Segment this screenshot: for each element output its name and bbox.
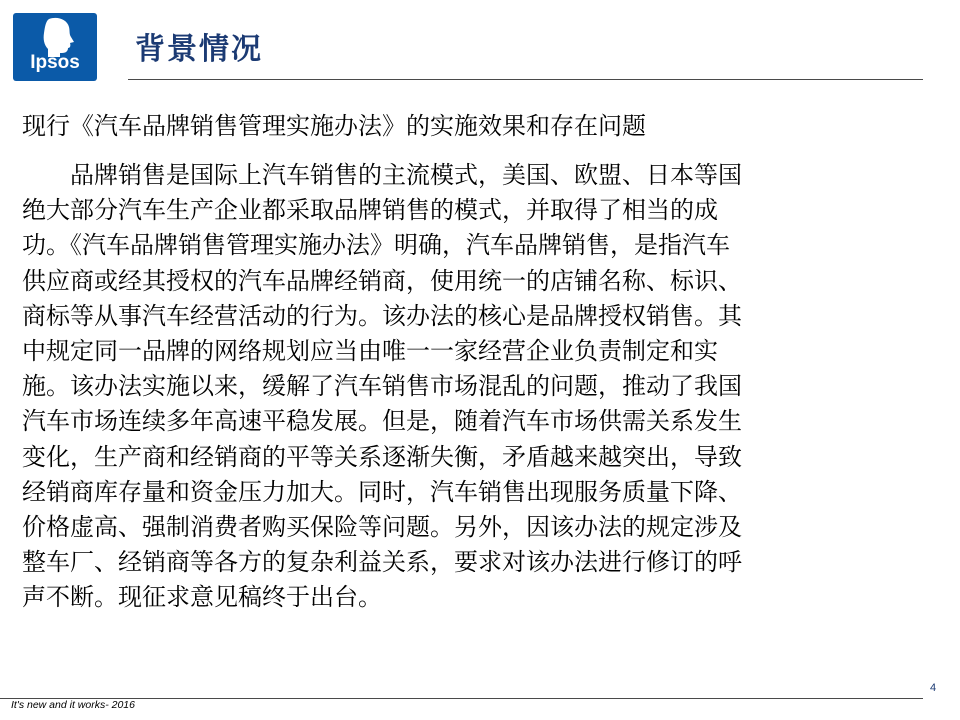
section-subtitle: 现行《汽车品牌销售管理实施办法》的实施效果和存在问题 (22, 112, 646, 140)
body-line: 价格虚高、强制消费者购买保险等问题。另外，因该办法的规定涉及 (22, 512, 742, 541)
footer-tagline: It's new and it works- 2016 (11, 699, 135, 711)
footer-divider (0, 698, 923, 699)
page-title: 背景情况 (135, 32, 263, 67)
body-line: 施。该办法实施以来，缓解了汽车销售市场混乱的问题，推动了我国 (22, 372, 742, 401)
body-line: 品牌销售是国际上汽车销售的主流模式，美国、欧盟、日本等国 (22, 161, 742, 189)
body-paragraph (22, 158, 912, 615)
body-line: 中规定同一品牌的网络规划应当由唯一一家经营企业负责制定和实 (22, 336, 718, 365)
body-line: 声不断。现征求意见稿终于出台。 (22, 583, 382, 612)
body-line: 绝大部分汽车生产企业都采取品牌销售的模式，并取得了相当的成 (22, 196, 718, 225)
body-line: 汽车市场连续多年高速平稳发展。但是，随着汽车市场供需关系发生 (22, 407, 742, 436)
body-line: 供应商或经其授权的汽车品牌经销商，使用统一的店铺名称、标识、 (22, 266, 742, 295)
body-line: 经销商库存量和资金压力加大。同时，汽车销售出现服务质量下降、 (22, 477, 742, 506)
ipsos-logo (13, 13, 97, 81)
body-line: 变化，生产商和经销商的平等关系逐渐失衡，矛盾越来越突出，导致 (22, 442, 742, 471)
body-line: 商标等从事汽车经营活动的行为。该办法的核心是品牌授权销售。其 (22, 301, 742, 330)
title-divider (128, 79, 923, 80)
logo-text: Ipsos (30, 52, 80, 73)
page-number: 4 (930, 682, 937, 694)
body-line: 整车厂、经销商等各方的复杂利益关系，要求对该办法进行修订的呼 (22, 548, 742, 577)
body-line: 功。《汽车品牌销售管理实施办法》明确，汽车品牌销售，是指汽车 (22, 231, 730, 260)
